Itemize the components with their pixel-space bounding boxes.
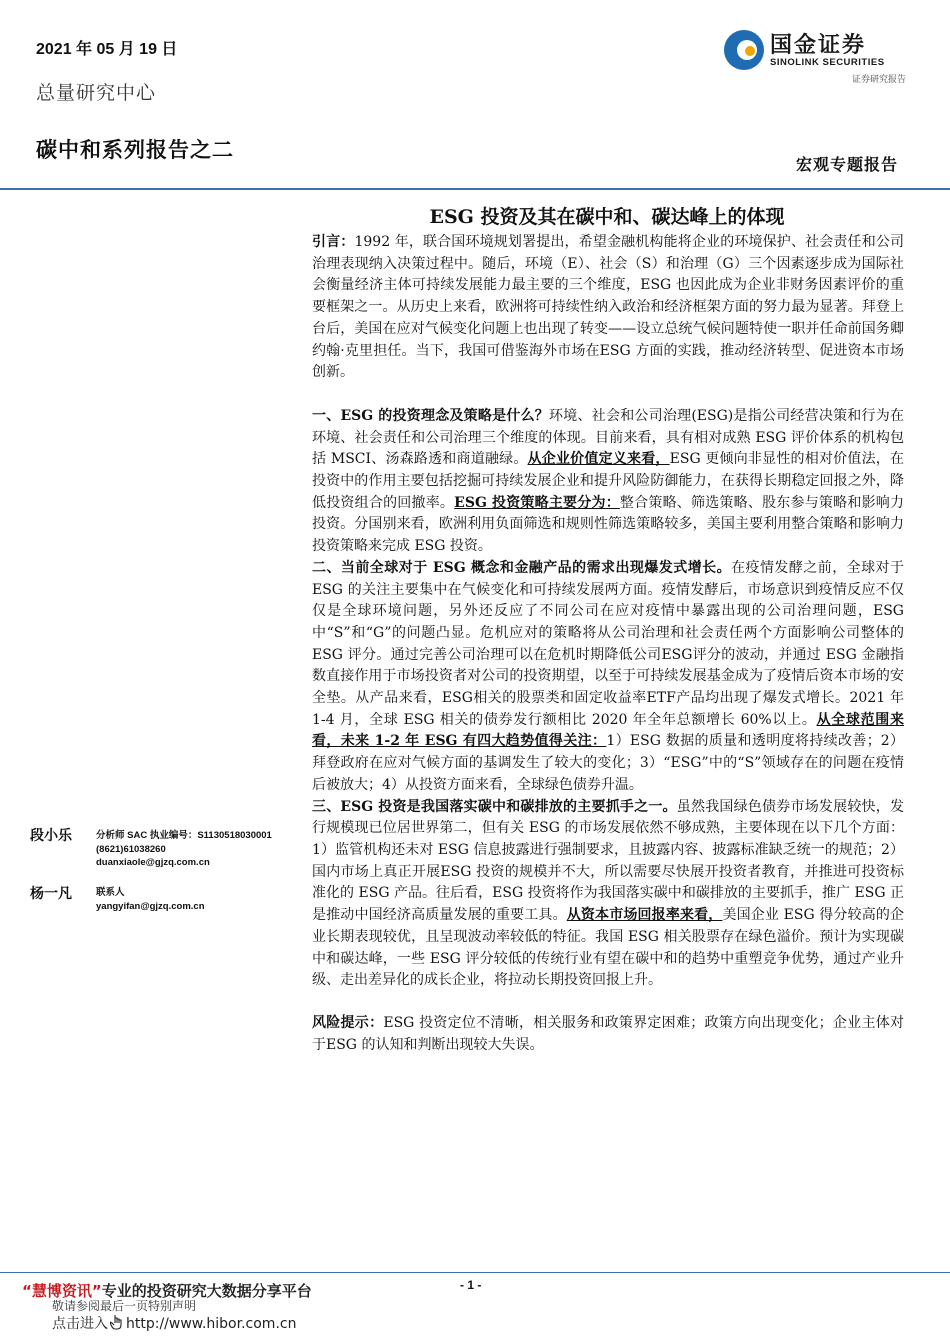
section1-paragraph [312, 406, 904, 558]
footer-divider [0, 1272, 950, 1273]
author-role: 分析师 SAC 执业编号：S1130518030001 [96, 830, 272, 841]
section1-text2: ESG 更倾向非显性的相对价值法，在投资中的作用主要包括挖掘可持续发展企业和提升风险防御能力，在获得长期稳定回报之外，降低投资组合的回撤率。 [312, 451, 905, 511]
intro-text: 1992 年，联合国环境规划署提出，希望金融机构能将企业的环境保护、社会责任和公司治理表现纳入决策过程中。随后，环境（E）、社会（S）和治理（G）三个因素逐步成为国际社会衡量经济主体可持续发展能力最主要的三个维度，ESG 也因此成为企业非财务因素评价的重要框架之一。从历史上来看，欧洲将可持续性纳入政治和经济框架方面的努力最为显著。拜登上台后，美国在应对气候变化问题上也出现了转变——设立总统气候问题特使一职并任命前国务卿约翰·克里担任。当下，我国可借鉴海外市场在ESG 方面的实践，推动经济转型、促进资本市场创新。 [312, 234, 905, 381]
section3-text2: 美国企业 ESG 得分较高的企业长期表现较优，且呈现波动率较低的特征。我国 ESG 相关股票存在绿色溢价。预计为实现碳中和碳达峰，一些 ESG 评分较低的传统行业有望在碳中和的趋势中重塑竞争优势，通过产业升级、走出差异化的成长企业，将拉动长期投资回报上升。 [312, 907, 905, 989]
risk-text: ESG 投资定位不清晰，相关服务和政策界定困难；政策方向出现变化；企业主体对于ESG 的认知和判断出现较大失误。 [312, 1014, 904, 1053]
report-type: 宏观专题报告 [795, 155, 898, 174]
section1-text1: 环境、社会和公司治理(ESG)是指公司经营决策和行为在环境、社会责任和公司治理三个维度的体现。目前来看，具有相对成熟 ESG 评价体系的机构包括 MSCI、汤森路透和商道融绿。 [312, 407, 904, 468]
section1-heading: 一、ESG 的投资理念及策略是什么？ [312, 407, 550, 424]
author-role: 联系人 [96, 887, 125, 898]
author-email[interactable]: duanxiaole@gjzq.com.cn [96, 857, 210, 868]
disclaimer-note: 敬请参阅最后一页特别声明 [52, 1299, 197, 1313]
logo-dot-icon [745, 46, 755, 56]
spacer [312, 384, 904, 406]
hand-cursor-icon [110, 1314, 124, 1330]
department: 总量研究中心 [36, 82, 157, 104]
header-divider [0, 188, 950, 190]
footer-link-url[interactable]: http://www.hibor.com.cn [126, 1316, 297, 1332]
footer-link[interactable] [52, 1313, 296, 1333]
section2-emphasis1: 从全球范围来看，未来 1-2 年 ESG 有四大趋势值得关注： [312, 711, 904, 750]
logo-name-en: SINOLINK SECURITIES [770, 57, 885, 68]
risk-label: 风险提示： [312, 1014, 384, 1031]
spacer [312, 992, 904, 1013]
logo-name-cn: 国金证券 [770, 33, 867, 58]
logo-mark-icon [724, 30, 764, 70]
author-phone: (8621)61038260 [96, 843, 166, 855]
section2-text2: 1）ESG 数据的质量和透明度将持续改善；2）拜登政府在应对气候方面的基调发生了较大的变化；3）“ESG”中的“S”领域存在的问题在疫情后被放大；4）从投资方面来看，全球绿色债券升温。 [312, 733, 904, 793]
section3-text1: 虽然我国绿色债券市场发展较快，发行规模现已位居世界第二，但有关 ESG 的市场发展依然不够成熟，主要体现在以下几个方面：1）监管机构还未对 ESG 信息披露进行强制要求，且披露内容、披露标准缺乏统一的规范；2）国内市场上真正开展ESG 投资的规模并不大，所以需要尽快展开投资者教育，并推进可投资标准化的 ESG 产品。往后看，ESG 投资将作为我国落实碳中和碳排放的主要抓手，推广 ESG 正是推动中国经济高质量发展的重要工具。 [312, 798, 904, 924]
risk-paragraph [312, 1013, 904, 1056]
company-logo [722, 26, 906, 88]
section3-heading: 三、ESG 投资是我国落实碳中和碳排放的主要抓手之一。 [312, 798, 677, 815]
section2-text1: 在疫情发酵之前，全球对于 ESG 的关注主要集中在气候变化和可持续发展两方面。疫情发酵后，市场意识到疫情反应不仅仅是全球环境问题，另外还反应了不同公司在应对疫情中暴露出现的公司治理问题，ESG 中“S”和“G”的问题凸显。危机应对的策略将从公司治理和社会责任两个方面影响公司整体的 ESG 评分。通过完善公司治理可以在危机时期降低公司ESG评分的波动，并通过 ESG 金融指数直接作用于市场投资者对公司的投资期望，以至于可持续发展基金成为了疫情后资本市场的安全垫。从产品来看，ESG相关的股票类和固定收益率ETF产品均出现了爆发式增长。2021 年 1-4 月，全球 ESG 相关的债券发行额相比 2020 年全年总额增长 60%以上。 [312, 559, 905, 728]
author-email[interactable]: yangyifan@gjzq.com.cn [96, 900, 205, 912]
section3-emphasis1: 从资本市场回报率来看， [566, 907, 723, 924]
footer-link-prefix: 点击进入 [52, 1316, 108, 1332]
section3-paragraph [312, 797, 904, 992]
footer-ad-brand: “慧博资讯” [22, 1282, 102, 1300]
section1-text3: 整合策略、筛选策略、股东参与策略和影响力投资。分国别来看，欧洲利用负面筛选和规则性筛选策略较多，美国主要利用整合策略和影响力投资策略来完成 ESG 投资。 [312, 494, 905, 555]
page-number: - 1 - [460, 1278, 482, 1292]
logo-subtitle: 证券研究报告 [851, 75, 906, 85]
author-info [96, 829, 272, 870]
author-name: 段小乐 [30, 828, 72, 844]
report-body [312, 232, 904, 1056]
author-name: 杨一凡 [30, 886, 72, 902]
report-series: 碳中和系列报告之二 [36, 137, 234, 162]
report-date: 2021 年 05 月 19 日 [36, 41, 178, 58]
footer-ad-text: 专业的投资研究大数据分享平台 [101, 1282, 312, 1300]
section2-heading: 二、当前全球对于 ESG 概念和金融产品的需求出现爆发式增长。 [312, 559, 732, 576]
section1-emphasis1: 从企业价值定义来看， [527, 451, 670, 468]
section1-emphasis2: ESG 投资策略主要分为： [454, 494, 620, 511]
author-info [96, 886, 205, 913]
section2-paragraph [312, 558, 904, 797]
report-title: ESG 投资及其在碳中和、碳达峰上的体现 [429, 206, 785, 228]
intro-paragraph [312, 232, 904, 384]
intro-label: 引言： [312, 234, 355, 250]
